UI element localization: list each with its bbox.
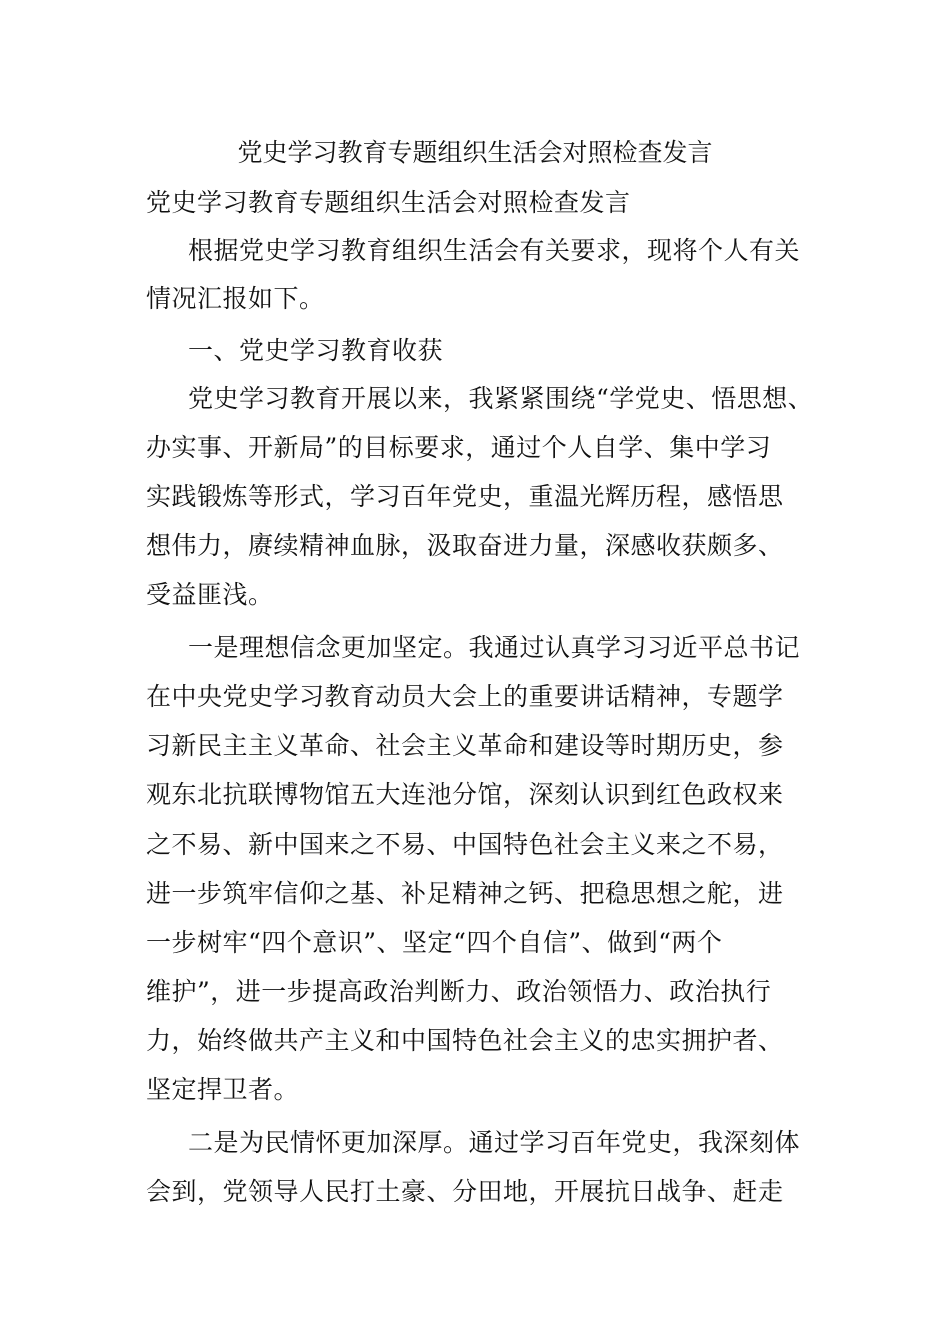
text-line: 实践锻炼等形式，学习百年党史，重温光辉历程，感悟思 (146, 482, 784, 511)
text-line: 维护”，进一步提高政治判断力、政治领悟力、政治执行 (146, 977, 772, 1006)
text-line: 习新民主主义革命、社会主义革命和建设等时期历史，参 (146, 731, 784, 760)
text-line: 之不易、新中国来之不易、中国特色社会主义来之不易， (146, 830, 784, 859)
section-heading: 一、党史学习教育收获 (188, 336, 444, 365)
text-line: 二是为民情怀更加深厚。通过学习百年党史，我深刻体 (188, 1128, 801, 1157)
subtitle-line: 党史学习教育专题组织生活会对照检查发言 (146, 188, 631, 217)
text-line: 想伟力，赓续精神血脉，汲取奋进力量，深感收获颇多、 (146, 531, 784, 560)
text-line: 一步树牢“四个意识”、坚定“四个自信”、做到“两个 (146, 928, 723, 957)
document-title: 党史学习教育专题组织生活会对照检查发言 (237, 138, 713, 167)
text-line: 进一步筑牢信仰之基、补足精神之钙、把稳思想之舵，进 (146, 879, 784, 908)
text-line: 党史学习教育开展以来，我紧紧围绕“学党史、悟思想、 (188, 384, 814, 413)
text-line: 情况汇报如下。 (146, 284, 325, 313)
text-line: 根据党史学习教育组织生活会有关要求，现将个人有关 (188, 236, 801, 265)
text-line: 力，始终做共产主义和中国特色社会主义的忠实拥护者、 (146, 1026, 784, 1055)
text-line: 坚定捍卫者。 (146, 1075, 300, 1104)
text-line: 受益匪浅。 (146, 580, 274, 609)
text-line: 会到，党领导人民打土豪、分田地，开展抗日战争、赶走 (146, 1177, 784, 1206)
text-line: 办实事、开新局”的目标要求，通过个人自学、集中学习 (146, 433, 772, 462)
text-line: 观东北抗联博物馆五大连池分馆，深刻认识到红色政权来 (146, 780, 784, 809)
text-line: 一是理想信念更加坚定。我通过认真学习习近平总书记 (188, 633, 801, 662)
text-line: 在中央党史学习教育动员大会上的重要讲话精神，专题学 (146, 682, 784, 711)
